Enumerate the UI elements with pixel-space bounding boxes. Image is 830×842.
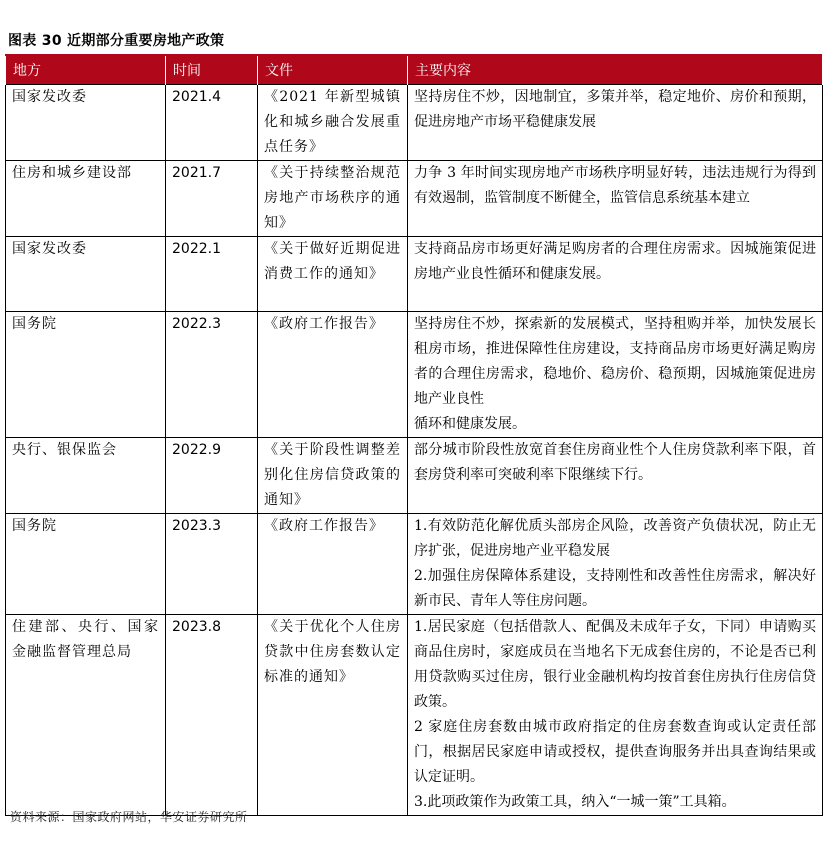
- content-paragraph: 坚持房住不炒，探索新的发展模式，坚持租购并举，加快发展长租房市场，推进保障性住房建设，支持商品房市场更好满足购房者的合理住房需求，稳地价、稳房价、稳预期，因城施策促进房地产业良性: [414, 316, 816, 407]
- content-paragraph: 循环和健康发展。: [414, 416, 526, 432]
- content-paragraph: 部分城市阶段性放宽首套住房商业性个人住房贷款利率下限，首套房贷利率可突破利率下限继续下行。: [414, 442, 816, 483]
- table-row: [6, 615, 823, 816]
- table-row: [6, 237, 823, 312]
- cell-region: 国家发改委: [6, 85, 166, 161]
- cell-document: 《关于持续整治规范房地产市场秩序的通知》: [258, 161, 408, 237]
- cell-region: 国家发改委: [6, 237, 166, 312]
- cell-region: 国务院: [6, 312, 166, 438]
- content-paragraph: 支持商品房市场更好满足购房者的合理住房需求。因城施策促进房地产业良性循环和健康发展。: [414, 241, 816, 282]
- cell-region: 住房和城乡建设部: [6, 161, 166, 237]
- content-paragraph: 3.此项政策作为政策工具，纳入“一城一策”工具箱。: [414, 794, 736, 810]
- cell-content: [408, 514, 823, 615]
- cell-content: [408, 312, 823, 438]
- cell-time: 2021.4: [166, 85, 258, 161]
- cell-content: [408, 237, 823, 312]
- cell-document: 《关于做好近期促进消费工作的通知》: [258, 237, 408, 312]
- content-paragraph: 1.居民家庭（包括借款人、配偶及未成年子女，下同）申请购买商品住房时，家庭成员在当地名下无成套住房的，不论是否已利用贷款购买过住房，银行业金融机构均按首套住房执行住房信贷政策。: [414, 619, 816, 710]
- table-row: [6, 514, 823, 615]
- cell-time: 2021.7: [166, 161, 258, 237]
- header-content: 主要内容: [408, 56, 823, 85]
- table-header-row: [6, 56, 823, 85]
- cell-region: 住建部、央行、国家金融监督管理总局: [6, 615, 166, 816]
- content-paragraph: 坚持房住不炒，因地制宜，多策并举，稳定地价、房价和预期，促进房地产市场平稳健康发展: [414, 89, 816, 130]
- content-paragraph: 力争 3 年时间实现房地产市场秩序明显好转，违法违规行为得到有效遏制，监管制度不断健全，监管信息系统基本建立: [414, 165, 816, 206]
- content-paragraph: 1.有效防范化解优质头部房企风险，改善资产负债状况，防止无序扩张，促进房地产业平稳发展: [414, 518, 816, 559]
- content-paragraph: 2.加强住房保障体系建设，支持刚性和改善性住房需求，解决好新市民、青年人等住房问题。: [414, 568, 816, 609]
- cell-content: [408, 615, 823, 816]
- header-document: 文件: [258, 56, 408, 85]
- cell-time: 2023.8: [166, 615, 258, 816]
- policy-table: [5, 56, 823, 816]
- source-note: 资料来源：国家政府网站，华安证券研究所: [10, 810, 248, 824]
- cell-time: 2022.1: [166, 237, 258, 312]
- cell-document: 《政府工作报告》: [258, 312, 408, 438]
- table-row: [6, 161, 823, 237]
- cell-document: 《政府工作报告》: [258, 514, 408, 615]
- table-row: [6, 85, 823, 161]
- cell-content: [408, 85, 823, 161]
- cell-time: 2022.9: [166, 438, 258, 514]
- cell-time: 2023.3: [166, 514, 258, 615]
- cell-region: 国务院: [6, 514, 166, 615]
- cell-content: [408, 438, 823, 514]
- cell-document: 《关于优化个人住房贷款中住房套数认定标准的通知》: [258, 615, 408, 816]
- cell-time: 2022.3: [166, 312, 258, 438]
- cell-document: 《2021 年新型城镇化和城乡融合发展重点任务》: [258, 85, 408, 161]
- cell-region: 央行、银保监会: [6, 438, 166, 514]
- content-paragraph: 2 家庭住房套数由城市政府指定的住房套数查询或认定责任部门，根据居民家庭申请或授权，提供查询服务并出具查询结果或认定证明。: [414, 719, 816, 785]
- header-time: 时间: [166, 56, 258, 85]
- cell-content: [408, 161, 823, 237]
- table-row: [6, 312, 823, 438]
- table-row: [6, 438, 823, 514]
- cell-document: 《关于阶段性调整差别化住房信贷政策的通知》: [258, 438, 408, 514]
- header-region: 地方: [6, 56, 166, 85]
- figure-title: 图表 30 近期部分重要房地产政策: [8, 33, 225, 49]
